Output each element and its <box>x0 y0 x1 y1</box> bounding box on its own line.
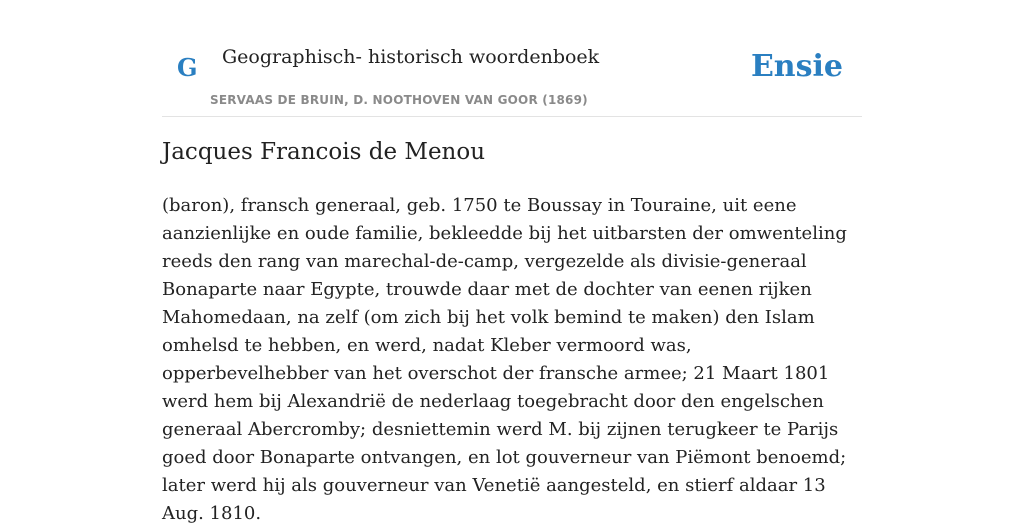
page <box>162 0 862 524</box>
book-title[interactable]: Geographisch- historisch woordenboek <box>222 46 600 68</box>
entry-title: Jacques Francois de Menou <box>162 139 486 165</box>
book-logo-icon[interactable]: G <box>177 53 198 82</box>
brand-logo[interactable]: Ensie <box>750 49 843 84</box>
entry-body: (baron), fransch generaal, geb. 1750 te Boussay in Touraine, uit eene aanzienlijke en oude familie, bekleedde bij het uitbarsten der omwenteling reeds den rang van marechal-de-camp, vergezelde als divisie-generaal Bonaparte naar Egypte, trouwde daar met de dochter van eenen rijken Mahomedaan, na zelf (om zich bij het volk bemind te maken) den Islam omhelsd te hebben, en werd, nadat Kleber vermoord was, opperbevelhebber van het overschot der fransche armee; 21 Maart 1801 werd hem bij Alexandrië de nederlaag toegebracht door den engelschen generaal Abercromby; desniettemin werd M. bij zijnen terugkeer te Parijs goed door Bonaparte ontvangen, en lot gouverneur van Piëmont benoemd; later werd hij als gouverneur van Venetië aangesteld, en stierf aldaar 13 Aug. 1810. <box>162 195 847 524</box>
header <box>162 0 862 117</box>
book-author: SERVAAS DE BRUIN, D. NOOTHOVEN VAN GOOR (1869) <box>210 93 588 107</box>
